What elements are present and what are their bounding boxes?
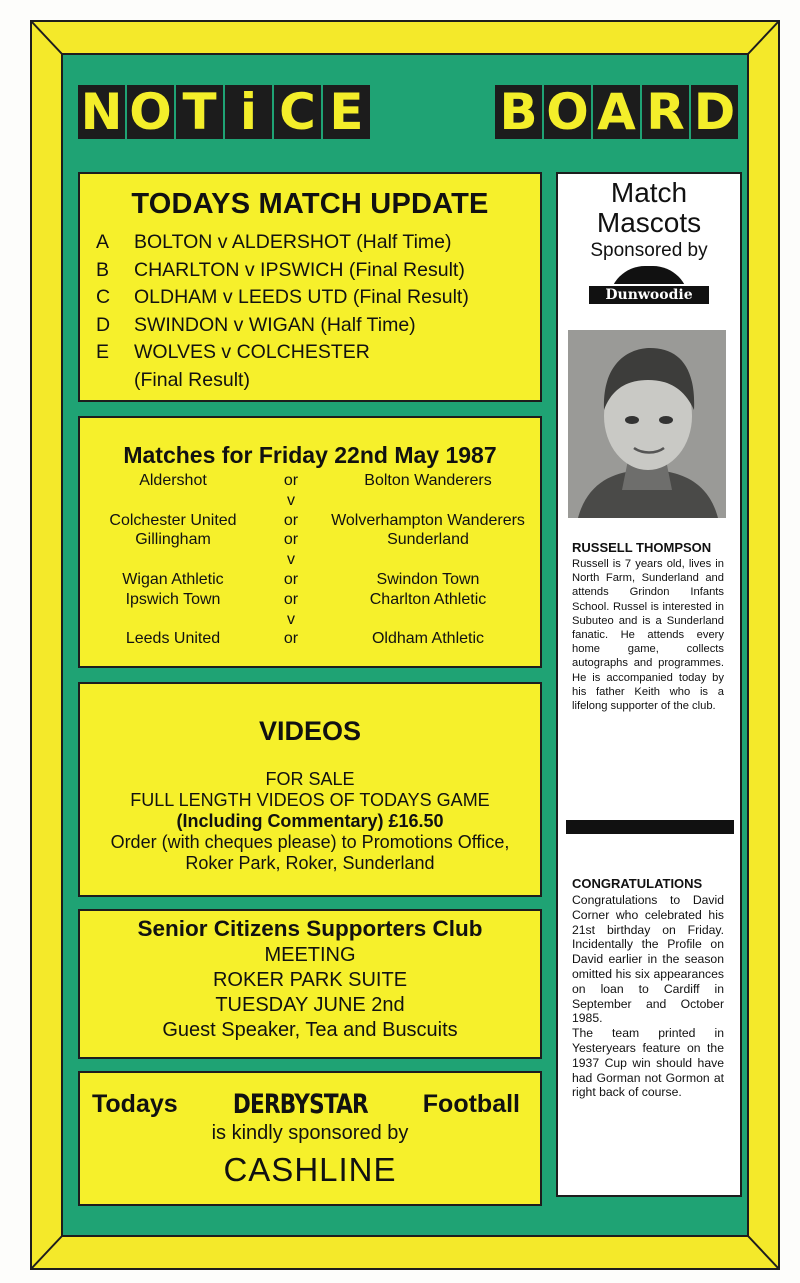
dunwoodie-logo <box>587 266 711 310</box>
table-row <box>80 491 540 511</box>
fixture-team-b: Sunderland <box>387 531 469 549</box>
match-letter: D <box>96 313 111 336</box>
mascots-title-line: Match <box>610 177 688 208</box>
fixture-sep: v <box>287 491 295 509</box>
football-word: Football <box>422 1090 520 1118</box>
fixture-team-a <box>80 491 266 511</box>
seniors-line: TUESDAY JUNE 2nd <box>215 994 405 1016</box>
title-letter: N <box>78 85 125 139</box>
match-text: (Final Result) <box>134 368 250 391</box>
divider <box>566 820 734 834</box>
sponsor-name: CASHLINE <box>223 1151 397 1188</box>
match-text: BOLTON v ALDERSHOT (Half Time) <box>134 231 452 253</box>
table-row <box>80 471 540 491</box>
videos-title: VIDEOS <box>258 716 362 746</box>
logo-wordmark: Dunwoodie <box>587 284 711 306</box>
fixture-sep: or <box>283 531 299 549</box>
fixture-team-b <box>316 491 540 511</box>
title-letter: i <box>225 85 272 139</box>
football-todays: Todays <box>92 1090 178 1118</box>
fixture-team-a <box>80 550 266 570</box>
title-letter: B <box>495 85 542 139</box>
table-row <box>80 590 540 610</box>
videos-line: FOR SALE <box>265 769 355 789</box>
title-letter: D <box>691 85 738 139</box>
fixture-sep: v <box>287 551 295 569</box>
match-letter: A <box>96 231 110 253</box>
mascot-name: RUSSELL THOMPSON <box>572 540 712 555</box>
list-item <box>96 339 540 367</box>
table-row <box>80 610 540 630</box>
fixture-team-a: Aldershot <box>139 472 207 489</box>
fixture-team-a: Ipswich Town <box>125 590 221 608</box>
match-update-title: TODAYS MATCH UPDATE <box>131 188 489 220</box>
title-word-notice <box>78 85 370 139</box>
fixture-team-a: Leeds United <box>125 630 221 648</box>
match-text: WOLVES v COLCHESTER <box>134 341 370 363</box>
fixture-team-b: Swindon Town <box>376 570 480 588</box>
title-letter: C <box>274 85 321 139</box>
list-item <box>96 312 540 340</box>
list-item <box>96 367 540 395</box>
match-text: SWINDON v WIGAN (Half Time) <box>134 313 416 336</box>
mascots-column <box>556 172 742 1197</box>
seniors-line: ROKER PARK SUITE <box>212 969 408 991</box>
title-letter: O <box>127 85 174 139</box>
list-item <box>96 229 540 257</box>
fixture-team-a: Colchester United <box>109 511 237 529</box>
congrats-paragraph: Congratulations to David Corner who celebrated his 21st birthday on Friday. Incidentally the Profile on David earlier in the season omitted his six appearances on loan to Cardiff in September and October 1985. <box>572 893 724 1026</box>
table-row <box>80 530 540 550</box>
match-letter: C <box>96 286 111 308</box>
match-update-list <box>96 229 540 394</box>
congrats-paragraph: The team printed in Yesteryears feature on the 1937 Cup win should have had Gorman not Gormon at right back of course. <box>572 1026 724 1100</box>
fixture-team-a <box>80 610 266 630</box>
derbystar-logo: DERBYSTAR <box>232 1089 368 1120</box>
mascots-sponsored: Sponsored by <box>590 240 708 261</box>
videos-line: FULL LENGTH VIDEOS OF TODAYS GAME <box>130 790 490 810</box>
videos-line: Order (with cheques please) to Promotions Office, <box>110 832 510 852</box>
title-letter: E <box>323 85 370 139</box>
mascots-title-line: Mascots <box>596 207 702 238</box>
notice-board-title <box>78 84 738 140</box>
videos-panel <box>78 682 542 897</box>
title-letter: O <box>544 85 591 139</box>
football-panel <box>78 1071 542 1206</box>
fixture-sep: or <box>283 511 299 529</box>
table-row <box>80 550 540 570</box>
mascot-bio: Russell is 7 years old, lives in North Farm, Sunderland and attends Grindon Infants School. Russel is interested in Subuteo and is a Sunderland fanatic. He attends every home game, collects autographs and programmes. He is accompanied today by his father Keith who is a lifelong supporter of the club. <box>572 558 724 713</box>
congrats-text <box>572 893 724 1100</box>
seniors-panel <box>78 909 542 1059</box>
fixtures-panel <box>78 416 542 668</box>
match-text: CHARLTON v IPSWICH (Final Result) <box>134 258 465 281</box>
videos-body <box>80 769 540 874</box>
title-letter: T <box>176 85 223 139</box>
fixture-team-b <box>316 550 540 570</box>
fixture-team-a: Gillingham <box>135 531 211 549</box>
mascots-title <box>558 178 740 238</box>
fixture-sep: or <box>283 570 299 588</box>
title-letter: R <box>642 85 689 139</box>
title-word-board <box>495 85 738 139</box>
videos-price: (Including Commentary) £16.50 <box>176 811 444 831</box>
list-item <box>96 284 540 312</box>
seniors-line: MEETING <box>264 944 356 966</box>
congrats-title: CONGRATULATIONS <box>572 876 703 891</box>
fixtures-list <box>80 471 540 649</box>
fixture-sep: or <box>283 630 299 648</box>
table-row <box>80 570 540 590</box>
fixture-team-b: Oldham Athletic <box>371 630 485 648</box>
fixture-team-b: Wolverhampton Wanderers <box>331 511 525 529</box>
fixture-sep: v <box>287 610 295 628</box>
table-row <box>80 629 540 649</box>
list-item <box>96 257 540 285</box>
fixture-team-b <box>316 610 540 630</box>
mascot-photo <box>568 330 726 518</box>
fixture-sep: or <box>283 472 299 489</box>
match-update-panel <box>78 172 542 402</box>
fixture-team-b: Charlton Athletic <box>369 590 487 608</box>
fixtures-title: Matches for Friday 22nd May 1987 <box>123 442 497 468</box>
football-sponsored: is kindly sponsored by <box>211 1122 409 1144</box>
title-letter: A <box>593 85 640 139</box>
match-letter: E <box>96 341 110 363</box>
match-letter <box>96 367 134 395</box>
seniors-title: Senior Citizens Supporters Club <box>137 916 483 941</box>
seniors-body <box>80 943 540 1043</box>
videos-line: Roker Park, Roker, Sunderland <box>185 853 435 873</box>
fixture-sep: or <box>283 590 299 608</box>
fixture-team-a: Wigan Athletic <box>122 570 224 588</box>
table-row <box>80 511 540 531</box>
fixture-team-b: Bolton Wanderers <box>364 472 492 489</box>
seniors-line: Guest Speaker, Tea and Buscuits <box>162 1019 458 1041</box>
match-text: OLDHAM v LEEDS UTD (Final Result) <box>134 286 469 308</box>
football-headline <box>80 1089 540 1120</box>
match-letter: B <box>96 258 110 281</box>
